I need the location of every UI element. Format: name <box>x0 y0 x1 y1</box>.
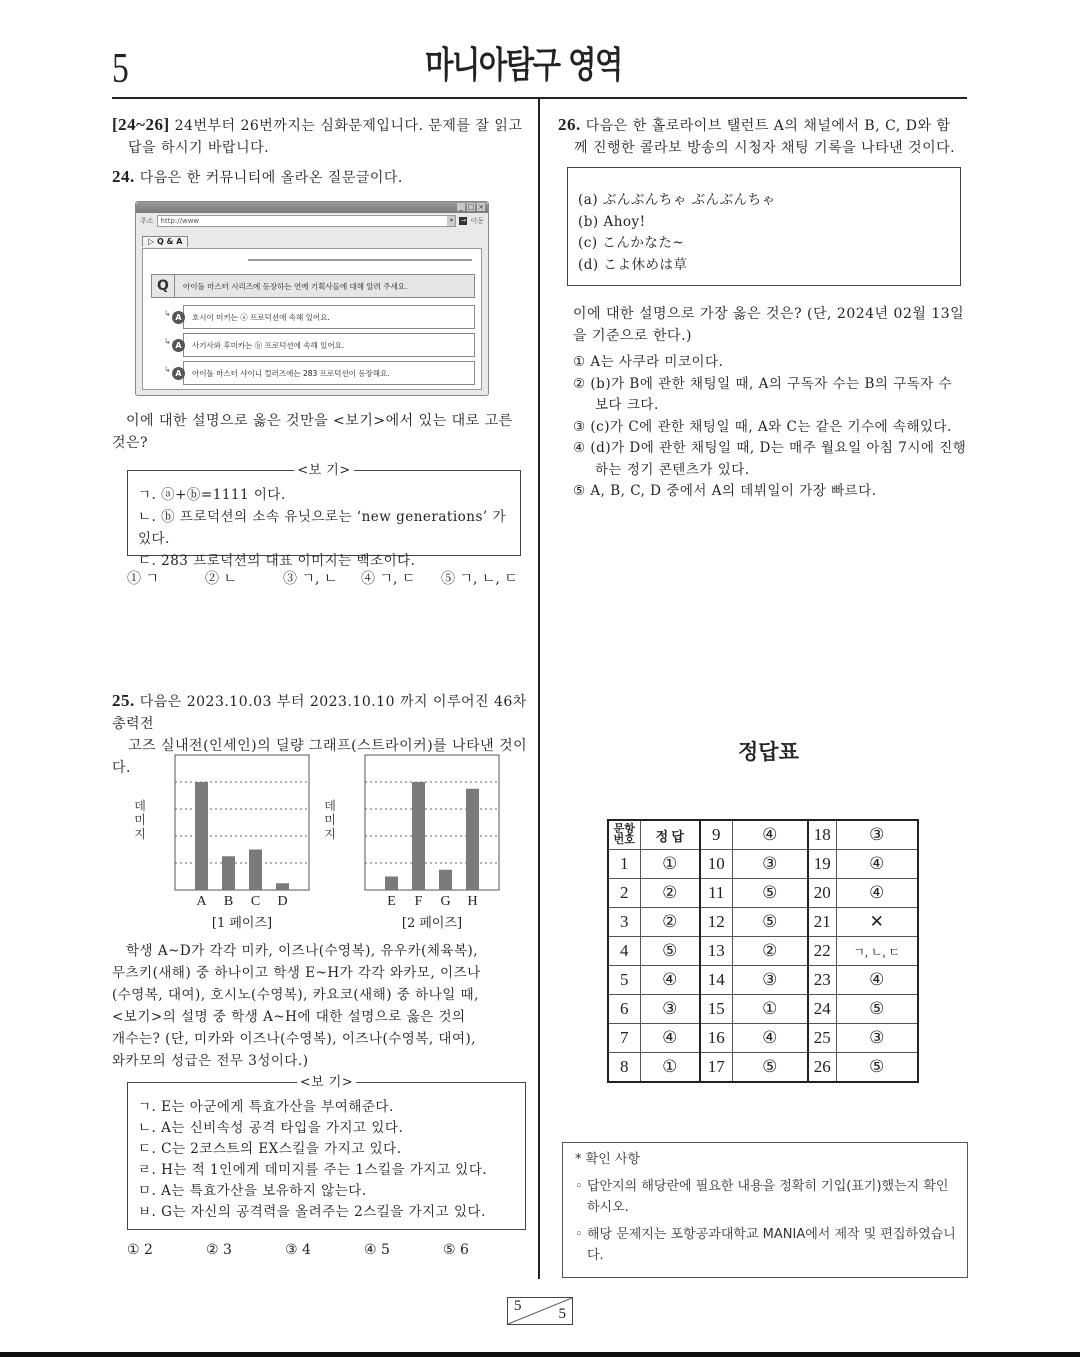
question-number-cell: 4 <box>608 937 640 966</box>
q25-body-line: 학생 A~D가 각각 미카, 이즈나(수영복), 유우카(체육복), <box>126 943 479 959</box>
notice-text: 해당 문제지는 포항공과대학교 MANIA에서 제작 및 편집하였습니다. <box>587 1227 956 1263</box>
answer-cell: ④ <box>732 1024 808 1053</box>
q26-options <box>573 352 973 503</box>
answer-key-table <box>607 819 919 1083</box>
tab-qa[interactable] <box>142 236 188 247</box>
question-number-cell: 14 <box>700 966 732 995</box>
answer-cell: ③ <box>836 1024 918 1053</box>
chat-line: (d) こよ休めは草 <box>578 256 688 273</box>
q25-bogi-box <box>127 1075 526 1230</box>
window-titlebar <box>136 202 488 213</box>
page-number: 5 <box>112 46 129 92</box>
q25-body-line: (수영복, 대여), 호시노(수영복), 카요코(새해) 중 하나일 때, <box>112 987 479 1003</box>
question-number-cell: 15 <box>700 995 732 1024</box>
answer-cell: ① <box>732 995 808 1024</box>
option-5[interactable] <box>573 481 973 503</box>
answer-cell: ④ <box>836 966 918 995</box>
q26-chat-box <box>567 167 961 286</box>
question-number-cell: 11 <box>700 879 732 908</box>
header-answer: 정 답 <box>640 820 700 850</box>
answer-text: 아이돌 마스터 샤이니 컬러즈에는 283 프로덕션이 등장해요. <box>192 368 390 378</box>
address-label: 주소 <box>140 217 154 225</box>
answer-key-title: 정답표 <box>738 739 799 764</box>
q26-ask-line1: 이에 대한 설명으로 가장 옳은 것은? (단, 2024년 02월 13일 <box>573 306 965 322</box>
option-2[interactable] <box>573 374 973 417</box>
chart-phase-1-svg <box>130 755 320 935</box>
answer-row <box>608 1024 918 1053</box>
bogi-item: ㄷ. 283 프로덕션의 대표 이미지는 백조이다. <box>138 553 416 569</box>
question-icon: Q <box>152 275 175 297</box>
answer-cell: ④ <box>640 1024 700 1053</box>
q25-number: 25. <box>112 691 135 710</box>
minimize-icon[interactable]: _ <box>457 203 465 211</box>
choice[interactable]: ③ ㄱ, ㄴ <box>283 571 338 587</box>
answer-cell: ④ <box>732 820 808 850</box>
bar-H <box>466 789 479 890</box>
question-row <box>151 274 475 298</box>
qa-browser-window <box>135 201 489 396</box>
q26-prompt <box>558 114 970 159</box>
q25-line1: 다음은 2023.10.03 부터 2023.10.10 까지 이루어진 46차 총력전 <box>112 694 527 732</box>
x-tick-label: E <box>387 894 396 909</box>
option-text-cont: 하는 정기 콘텐츠가 있다. <box>595 461 750 478</box>
bogi-item: ㄱ. E는 아군에게 특효가산을 부여해준다. <box>138 1099 394 1115</box>
option-1[interactable] <box>573 352 973 374</box>
x-tick-label: F <box>414 894 423 909</box>
bogi-title: <보 기> <box>294 460 354 482</box>
question-number-cell: 9 <box>700 820 732 850</box>
y-axis-label: 미 <box>134 813 146 827</box>
answer-cell: ④ <box>836 850 918 879</box>
header-question-number: 문항 번호 <box>608 820 640 850</box>
page-indicator <box>507 1297 573 1325</box>
option-text: (c)가 C에 관한 채팅일 때, A와 C는 같은 기수에 속해있다. <box>590 418 952 435</box>
question-number-cell: 12 <box>700 908 732 937</box>
bogi-item: ㄴ. A는 신비속성 공격 타입을 가지고 있다. <box>138 1120 404 1136</box>
bogi-item: ㅂ. G는 자신의 공격력을 올려주는 2스킬을 가지고 있다. <box>138 1204 486 1220</box>
answer-row <box>164 361 475 385</box>
answer-cell: ④ <box>836 879 918 908</box>
question-number-cell: 6 <box>608 995 640 1024</box>
q24-number: 24. <box>112 167 135 186</box>
y-axis-label: 지 <box>324 827 336 841</box>
q25-line2: 고즈 실내전(인세인)의 딜량 그래프(스트라이커)를 나타낸 것이다. <box>112 738 528 776</box>
x-tick-label: G <box>440 894 451 909</box>
bogi-item: ㄹ. H는 적 1인에게 데미지를 주는 1스킬을 가지고 있다. <box>138 1162 488 1178</box>
answer-table <box>607 819 919 1083</box>
intro-line2: 답을 하시기 바랍니다. <box>128 140 270 156</box>
q25-choices <box>127 1242 527 1258</box>
answer-icon: A <box>172 339 185 352</box>
x-tick-label: A <box>196 894 207 909</box>
answer-text: 호시이 미키는 ⓐ 프로덕션에 속해 있어요. <box>192 312 330 322</box>
answer-cell: ① <box>640 850 700 879</box>
go-arrow-icon[interactable]: → <box>460 217 466 224</box>
question-number-cell: 22 <box>808 937 836 966</box>
play-icon: ▷ <box>148 237 157 246</box>
address-value: http://www <box>160 217 200 225</box>
q25-body-line: <보기>의 설명 중 학생 A~H에 대한 설명으로 옳은 것의 <box>112 1009 466 1025</box>
answer-row <box>608 995 918 1024</box>
bar-G <box>439 870 452 890</box>
question-number-cell: 2 <box>608 879 640 908</box>
option-text: A, B, C, D 중에서 A의 데뷔일이 가장 빠르다. <box>590 483 877 499</box>
bullet-icon: ◦ <box>575 1179 583 1194</box>
bar-A <box>195 782 208 890</box>
question-number-cell: 1 <box>608 850 640 879</box>
answer-row <box>164 305 475 329</box>
answer-icon: A <box>172 367 185 380</box>
answer-cell: ⑤ <box>836 995 918 1024</box>
answer-cell: ⑤ <box>640 937 700 966</box>
option-text: (d)가 D에 관한 채팅일 때, D는 매주 월요일 아침 7시에 진행 <box>590 440 967 456</box>
question-number-cell: 23 <box>808 966 836 995</box>
bogi-item: ㄷ. C는 2코스트의 EX스킬을 가지고 있다. <box>138 1141 402 1157</box>
address-bar <box>136 213 488 229</box>
notice-title: * 확인 사항 <box>575 1152 640 1167</box>
x-tick-label: H <box>467 894 478 909</box>
answer-row <box>608 879 918 908</box>
option-text: A는 사쿠라 미코이다. <box>590 354 724 370</box>
choice[interactable]: ① 2 <box>127 1242 153 1258</box>
question-number-cell: 20 <box>808 879 836 908</box>
answer-cell: ⑤ <box>732 908 808 937</box>
q24-choices <box>127 568 527 588</box>
bar-F <box>412 782 425 890</box>
answer-cell: ③ <box>732 850 808 879</box>
answer-cell: ✕ <box>836 908 918 937</box>
bar-C <box>249 850 262 891</box>
q26-ask-line2: 을 기준으로 한다.) <box>573 328 692 344</box>
question-number-cell: 10 <box>700 850 732 879</box>
answer-row <box>608 850 918 879</box>
option-number: ③ <box>573 418 586 435</box>
loading-bar <box>248 259 472 261</box>
question-text: 아이돌 마스터 시리즈에 등장하는 연예 기획사들에 대해 알려 주세요. <box>183 281 408 291</box>
notice-box <box>562 1142 968 1278</box>
answer-cell: ④ <box>640 966 700 995</box>
choice[interactable]: ② 3 <box>206 1242 232 1258</box>
choice[interactable]: ② ㄴ <box>205 571 237 587</box>
address-input[interactable] <box>157 215 457 227</box>
answer-cell: ① <box>640 1053 700 1083</box>
y-axis-label: 지 <box>134 827 146 841</box>
column-divider <box>538 99 540 1279</box>
q26-number: 26. <box>558 115 581 134</box>
q24-ask-line2: 것은? <box>112 435 149 451</box>
option-number: ② <box>573 375 586 392</box>
notice-item <box>563 1170 967 1218</box>
chart-phase-1 <box>130 755 320 939</box>
answer-cell: ③ <box>836 820 918 850</box>
choice[interactable]: ③ 4 <box>285 1242 311 1258</box>
section-title: 마니아탐구 영역 <box>425 45 622 86</box>
answer-row <box>608 937 918 966</box>
question-number-cell: 7 <box>608 1024 640 1053</box>
choice[interactable]: ④ 5 <box>364 1242 390 1258</box>
bar-E <box>385 877 398 891</box>
question-number-cell: 21 <box>808 908 836 937</box>
answer-cell: ⑤ <box>836 1053 918 1083</box>
bogi-title: <보 기> <box>297 1072 357 1094</box>
q24-ask <box>112 410 532 454</box>
answer-row <box>608 1053 918 1083</box>
answer-cell: ② <box>732 937 808 966</box>
intro-instructions <box>112 114 532 159</box>
question-number-cell: 8 <box>608 1053 640 1083</box>
bottom-border <box>0 1352 1080 1357</box>
close-icon[interactable]: × <box>478 203 484 211</box>
choice[interactable]: ⑤ ㄱ, ㄴ, ㄷ <box>441 571 518 587</box>
option-number: ④ <box>573 440 586 456</box>
bogi-item: ㄱ. ⓐ+ⓑ=1111 이다. <box>138 487 286 503</box>
y-axis-label: 데 <box>134 799 146 813</box>
chat-line: (c) こんかなた~ <box>578 235 685 251</box>
chart-phase-2-svg <box>320 755 510 935</box>
bar-B <box>222 856 235 890</box>
option-3[interactable] <box>573 417 973 439</box>
answer-cell: ⑤ <box>732 879 808 908</box>
q25-body-line: 개수는? (단, 미카와 이즈나(수영복), 이즈나(수영복, 대여), <box>112 1031 477 1047</box>
chart-phase-2 <box>320 755 510 939</box>
option-number: ① <box>573 354 586 370</box>
option-text: (b)가 B에 관한 채팅일 때, A의 구독자 수는 B의 구독자 수 <box>590 375 953 392</box>
question-number-cell: 24 <box>808 995 836 1024</box>
answer-row <box>608 966 918 995</box>
chart-title: [1 페이즈] <box>211 916 273 931</box>
notice-item <box>563 1218 967 1266</box>
question-number-cell: 19 <box>808 850 836 879</box>
intro-range: [24~26] <box>112 115 170 134</box>
q24-prompt-text: 다음은 한 커뮤니티에 올라온 질문글이다. <box>139 170 403 186</box>
bogi-item: ㅁ. A는 특효가산을 보유하지 않는다. <box>138 1183 367 1199</box>
question-number-cell: 16 <box>700 1024 732 1053</box>
current-page: 5 <box>514 1298 522 1314</box>
bogi-item: ㄴ. ⓑ 프로덕션의 소속 유닛으로는 ‘new generations’ 가 있다. <box>138 509 507 547</box>
chat-line: (b) Ahoy! <box>578 213 646 230</box>
answer-cell: ⑤ <box>732 1053 808 1083</box>
notice-text: 답안지의 해당란에 필요한 내용을 정확히 기입(표기)했는지 확인하시오. <box>587 1179 949 1215</box>
choice[interactable]: ⑤ 6 <box>443 1242 469 1258</box>
answer-cell: ③ <box>640 995 700 1024</box>
question-number-cell: 5 <box>608 966 640 995</box>
answer-row <box>164 333 475 357</box>
q25-body-line: 무츠키(새해) 중 하나이고 학생 E~H가 각각 와카모, 이즈나 <box>112 965 481 981</box>
option-4[interactable] <box>573 438 973 481</box>
intro-line1: 24번부터 26번까지는 심화문제입니다. 문제를 잘 읽고 <box>174 118 523 134</box>
qa-panel <box>142 248 482 390</box>
x-tick-label: B <box>223 894 234 909</box>
tab-qa-label: Q & A <box>156 237 183 246</box>
answer-row <box>608 908 918 937</box>
q26-line2: 께 진행한 콜라보 방송의 시청자 채팅 기록을 나타낸 것이다. <box>574 140 956 156</box>
maximize-icon[interactable]: □ <box>467 203 475 211</box>
question-number-cell: 18 <box>808 820 836 850</box>
x-tick-label: C <box>250 894 261 909</box>
bullet-icon: ◦ <box>575 1227 583 1242</box>
q26-ask <box>573 303 973 347</box>
go-label[interactable]: 이동 <box>470 217 484 225</box>
q25-body <box>112 940 532 1072</box>
reply-arrow-icon: ↳ <box>164 365 171 374</box>
q24-ask-line1: 이에 대한 설명으로 옳은 것만을 <보기>에서 있는 대로 고른 <box>126 413 513 429</box>
option-number: ⑤ <box>573 483 586 499</box>
question-number-cell: 25 <box>808 1024 836 1053</box>
answer-text: 사기사와 후미카는 ⓑ 프로덕션에 속해 있어요. <box>192 340 345 350</box>
question-number-cell: 17 <box>700 1053 732 1083</box>
answer-cell: ② <box>640 908 700 937</box>
q24-bogi-box <box>127 463 521 569</box>
q24-prompt <box>112 166 532 189</box>
answer-cell: ② <box>640 879 700 908</box>
reply-arrow-icon: ↳ <box>164 309 171 318</box>
reply-arrow-icon: ↳ <box>164 337 171 346</box>
answer-cell: ③ <box>732 966 808 995</box>
y-axis-label: 미 <box>324 813 336 827</box>
chart-title: [2 페이즈] <box>401 916 463 931</box>
question-number-cell: 26 <box>808 1053 836 1083</box>
chat-line: (a) ぶんぶんちゃ ぶんぶんちゃ <box>578 192 776 208</box>
answer-icon: A <box>172 311 185 324</box>
question-number-cell: 13 <box>700 937 732 966</box>
q26-line1: 다음은 한 홀로라이브 탤런트 A의 채널에서 B, C, D와 함 <box>585 118 951 134</box>
answer-cell: ㄱ, ㄴ, ㄷ <box>836 937 918 966</box>
x-tick-label: D <box>277 894 288 909</box>
answer-header-row <box>608 820 918 850</box>
q25-body-line: 와카모의 성급은 전무 3성이다.) <box>112 1053 309 1069</box>
choice[interactable]: ④ ㄱ, ㄷ <box>361 571 416 587</box>
question-number-cell: 3 <box>608 908 640 937</box>
bar-D <box>276 883 289 890</box>
option-text-cont: 보다 크다. <box>595 397 659 413</box>
choice[interactable]: ① ㄱ <box>127 571 159 587</box>
chevron-down-icon[interactable]: ▾ <box>447 216 455 226</box>
total-pages: 5 <box>558 1306 566 1322</box>
y-axis-label: 데 <box>324 799 336 813</box>
